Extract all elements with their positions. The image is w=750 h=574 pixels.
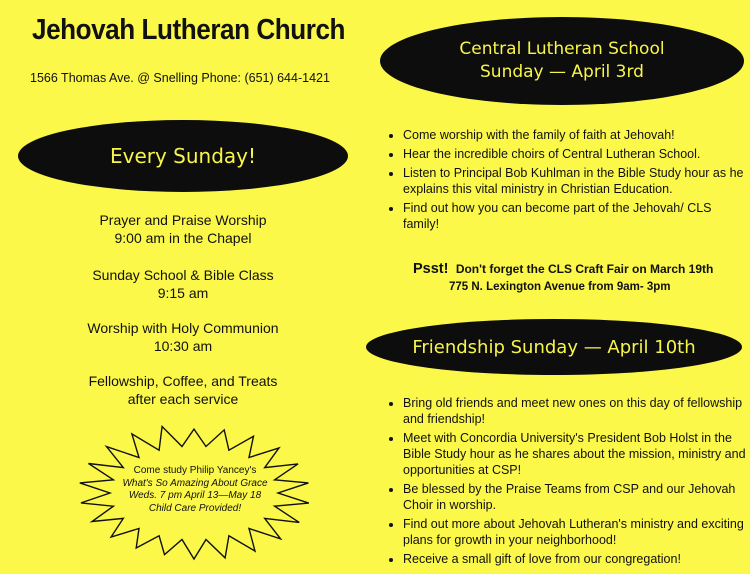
list-item: • Hear the incredible choirs of Central Lutheran School. — [403, 146, 748, 162]
psst-text: Don't forget the CLS Craft Fair on March 19th — [455, 262, 714, 276]
cls-banner-title: Central Lutheran School — [459, 39, 665, 60]
list-item: • Be blessed by the Praise Teams from CSP and our Jehovah Choir in worship. — [403, 481, 748, 513]
friendship-sunday-banner — [366, 319, 742, 375]
church-address: 1566 Thomas Ave. @ Snelling Phone: (651) 644-1421 — [30, 71, 330, 85]
service-detail: 9:00 am in the Chapel — [114, 230, 252, 246]
cls-sunday-banner — [380, 17, 744, 105]
cls-banner-date: Sunday — April 3rd — [480, 62, 644, 82]
service-holy-communion — [40, 319, 326, 355]
list-item: • Find out more about Jehovah Lutheran's ministry and exciting plans for growth in your neighborhood! — [403, 516, 748, 548]
craft-fair-note — [413, 261, 713, 277]
service-name: Sunday School & Bible Class — [92, 267, 274, 283]
friendship-sunday-label: Friendship Sunday — April 10th — [412, 336, 696, 358]
study-announcement — [110, 465, 280, 515]
service-name: Prayer and Praise Worship — [99, 212, 267, 228]
service-fellowship — [40, 372, 326, 408]
every-sunday-label: Every Sunday! — [109, 144, 257, 168]
study-schedule: Weds. 7 pm April 13—May 18 — [128, 490, 262, 501]
friendship-sunday-bullets — [385, 395, 748, 570]
service-prayer-praise — [40, 211, 326, 247]
study-childcare: Child Care Provided! — [148, 502, 242, 514]
service-sunday-school — [40, 266, 326, 302]
service-detail: 9:15 am — [157, 285, 209, 301]
church-name: Jehovah Lutheran Church — [32, 14, 346, 46]
service-name: Worship with Holy Communion — [87, 320, 279, 336]
service-detail: after each service — [127, 391, 239, 407]
study-intro: Come study Philip Yancey's — [133, 465, 257, 476]
list-item: • Listen to Principal Bob Kuhlman in the Bible Study hour as he explains this vital ministry in Christian Education. — [403, 165, 748, 197]
list-item: • Receive a small gift of love from our congregation! — [403, 551, 748, 567]
service-detail: 10:30 am — [153, 338, 213, 354]
list-item: • Meet with Concordia University's President Bob Holst in the Bible Study hour as he shares about the mission, ministry and opportunities at CSP! — [403, 430, 748, 478]
study-book-title: What's So Amazing About Grace — [122, 477, 268, 489]
list-item: • Find out how you can become part of the Jehovah/ CLS family! — [403, 200, 748, 232]
list-item: • Come worship with the family of faith at Jehovah! — [403, 127, 748, 143]
every-sunday-banner — [18, 120, 348, 192]
list-item: • Bring old friends and meet new ones on this day of fellowship and friendship! — [403, 395, 748, 427]
psst-lead: Psst! — [413, 261, 449, 277]
craft-fair-address: 775 N. Lexington Avenue from 9am- 3pm — [449, 281, 671, 293]
service-name: Fellowship, Coffee, and Treats — [88, 373, 278, 389]
cls-sunday-bullets — [385, 127, 748, 235]
